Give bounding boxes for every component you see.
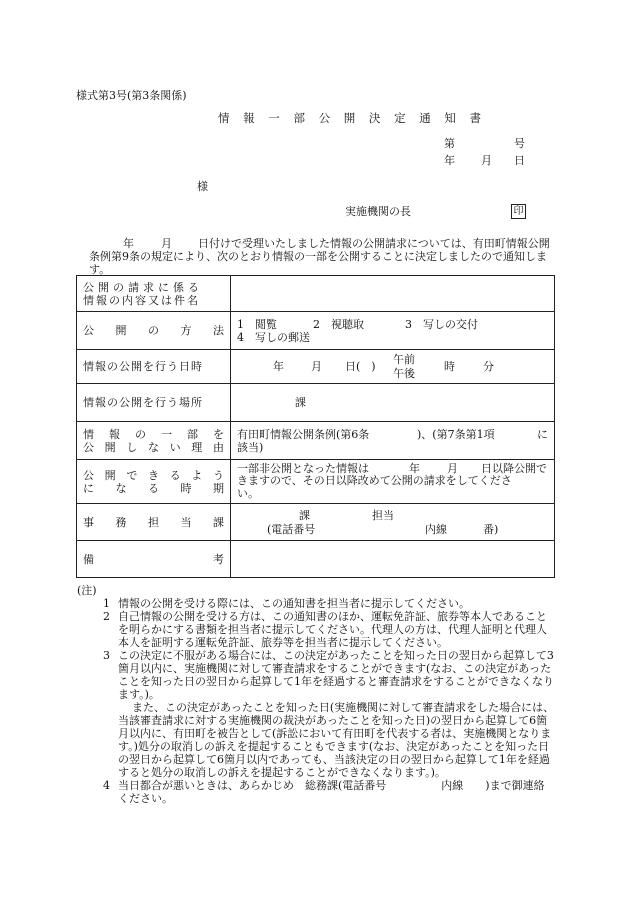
note-number: 1: [103, 597, 110, 610]
table-row: [77, 504, 555, 541]
date-day: 日: [514, 154, 525, 167]
office-ban: 番): [483, 523, 499, 536]
seal-label: 印: [511, 204, 526, 219]
reason-article-6: 有田町情報公開条例(第6条: [237, 427, 370, 441]
label-char: 理: [191, 440, 203, 454]
label-spread: [83, 469, 224, 482]
label-char: 担: [148, 515, 159, 529]
label-char: 開: [104, 440, 116, 454]
reason-applicable: 該当): [237, 440, 264, 454]
label-char: を: [213, 427, 224, 441]
dt-month: 月: [311, 359, 322, 373]
recipient-suffix: 様: [197, 180, 208, 193]
available-text-a: 一部非公開となった情報は: [237, 461, 369, 475]
row-label-available-time: [77, 460, 231, 504]
option-listen: 2 視聴取: [313, 317, 364, 331]
dt-hour: 時: [444, 359, 455, 373]
label-char: 時: [180, 481, 192, 495]
datetime-layout: [237, 353, 548, 381]
label-spread: [83, 482, 224, 495]
office-tantou: 担当: [372, 509, 394, 522]
table-row: [77, 460, 555, 504]
table-row: [77, 384, 555, 422]
label-char: 法: [213, 324, 224, 337]
document-title: 情 報 一 部 公 開 決 定 通 知 書: [218, 111, 487, 125]
note-item: [77, 610, 555, 649]
label-char: る: [148, 481, 159, 495]
label-spread: [83, 428, 224, 441]
row-label-method: [77, 312, 231, 350]
note-item: [77, 649, 555, 701]
label-char: 報: [109, 427, 120, 441]
label-char: 公: [83, 324, 94, 337]
date-month: 月: [481, 154, 492, 167]
note-item: [77, 597, 555, 610]
label-char: 公: [83, 440, 94, 454]
available-line-3: い。: [237, 486, 259, 500]
option-view: 1 閲覧: [237, 317, 277, 331]
reason-line: [237, 428, 548, 441]
label-char: 開: [115, 324, 127, 337]
label-char: な: [115, 481, 127, 495]
reason-ni: に: [537, 427, 548, 441]
dt-year: 年: [273, 359, 284, 373]
label-spread: [83, 324, 224, 337]
label-char: に: [83, 481, 94, 495]
label-line: [83, 294, 224, 307]
label-spread: [83, 553, 224, 566]
label-line: [83, 281, 224, 294]
note-continuation: また、この決定があったことを知った日(実施機関に対して審査請求をした場合には、当該審査請求に対する実施機関の裁決があったことを知った日)の翌日から起算して6箇月以内に、有田町を被告として(訴訟において有田町を代表する者は、実施機関となります。)処分の取消しの訴えを提起することもできます(なお、決定があったことを知った日の翌日から起算して6箇月以内であっても、当該決定の日の翌日から起算して1年を経過すると処分の取消しの訴えを提起することができなくなります。)。: [118, 701, 555, 779]
note-text: この決定に不服がある場合には、この決定があったことを知った日の翌日から起算して3箇月以内に、実施機関に対して審査請求をすることができます(なお、この決定があったことを知った日の翌日から起算して1年を経過すると審査請求をすることができなくなります。)。: [118, 649, 554, 701]
label-char: 由: [212, 440, 224, 454]
label-char: 備: [83, 552, 94, 566]
notes-section: [77, 584, 555, 805]
reason-article-7: )、(第7条第1項: [417, 427, 495, 441]
office-ka: 課: [299, 509, 310, 522]
available-time-value: [231, 460, 555, 504]
label-char: る: [169, 468, 181, 482]
label-char: 当: [180, 515, 192, 529]
label-char: 務: [115, 515, 127, 529]
label-char: 公: [83, 468, 94, 482]
label-char: 期: [213, 481, 224, 495]
option-copy-delivery: 3 写しの交付: [405, 317, 478, 331]
options-line: [237, 318, 548, 331]
label-char: 方: [180, 324, 192, 337]
available-line-2: きますので、その日以降改めて公開の請求をしてくださ: [237, 474, 512, 488]
office-layout: [237, 507, 548, 537]
label-char: よ: [191, 468, 203, 482]
doc-number-suffix: 号: [514, 137, 525, 150]
doc-number-prefix: 第: [444, 137, 455, 150]
label-char: う: [212, 468, 224, 482]
label-char: 一: [161, 427, 172, 441]
label-text: 情報の公開を行う場所: [83, 396, 203, 409]
office-phone: (電話番号: [267, 523, 316, 536]
notes-heading: (注): [77, 584, 97, 597]
method-options: [231, 312, 555, 350]
option-copy-mail: 4 写しの郵送: [237, 330, 310, 344]
available-text-b: 日以降公開で: [481, 461, 547, 475]
label-text: 情報の公開を行う日時: [83, 360, 203, 373]
note-text: 当日都合が悪いときは、あらかじめ 総務課(電話番号 内線 )まで御連絡ください。: [118, 779, 545, 805]
label-char: の: [148, 324, 159, 337]
intro-month: 月: [161, 237, 172, 250]
note-number: 3: [103, 649, 110, 662]
place-ka: 課: [295, 396, 306, 409]
note-text: 情報の公開を受ける際には、この通知書を担当者に提示してください。: [118, 597, 470, 610]
note-text: 自己情報の公開を受ける方は、この通知書のほか、運転免許証、旅券等本人であることを明らかにする書類を担当者に提示してください。代理人の方は、代理人証明と代理人本人を証明する運転免許証、旅券等を担当者に提示してください。: [118, 610, 547, 649]
label-char: 考: [213, 552, 224, 566]
office-value: [231, 504, 555, 541]
label-char: し: [126, 440, 138, 454]
label-char: で: [126, 468, 138, 482]
remarks-value: [231, 541, 555, 578]
row-label-request: [77, 276, 231, 312]
available-year: 年: [409, 461, 420, 475]
label-text: 公開の請求に係る: [83, 280, 203, 294]
table-row: [77, 541, 555, 578]
note-item: [77, 779, 555, 805]
table-row: [77, 276, 555, 312]
note-number: 4: [103, 779, 110, 792]
place-value: [231, 384, 555, 422]
label-char: き: [147, 468, 159, 482]
row-label-office: [77, 504, 231, 541]
row-label-remarks: [77, 541, 231, 578]
label-char: い: [169, 440, 181, 454]
label-spread: [83, 441, 224, 454]
dt-am: 午前: [393, 352, 415, 366]
request-content-value: [231, 276, 555, 312]
table-row: [77, 422, 555, 460]
intro-year: 年: [123, 237, 134, 250]
form-number: 様式第3号(第3条関係): [76, 89, 187, 102]
label-spread: [83, 516, 224, 529]
issuer-title: 実施機関の長: [345, 205, 411, 218]
label-char: な: [147, 440, 159, 454]
dt-day: 日( ): [345, 359, 376, 373]
table-row: [77, 350, 555, 384]
reason-value: [231, 422, 555, 460]
row-label-datetime: [77, 350, 231, 384]
row-label-reason: [77, 422, 231, 460]
label-char: の: [135, 427, 146, 441]
dt-minute: 分: [483, 359, 494, 373]
row-label-place: [77, 384, 231, 422]
label-char: 課: [213, 515, 224, 529]
label-char: 開: [104, 468, 116, 482]
date-year: 年: [444, 154, 455, 167]
label-char: 事: [83, 515, 94, 529]
table-row: [77, 312, 555, 350]
datetime-value: [231, 350, 555, 384]
label-char: 部: [187, 427, 198, 441]
intro-paragraph: 日付けで受理いたしました情報の公開請求については、有田町情報公開条例第9条の規定により、次のとおり情報の一部を公開することに決定しましたので通知します。: [89, 237, 550, 276]
label-char: 情: [83, 427, 94, 441]
note-number: 2: [103, 610, 110, 623]
dt-pm: 午後: [393, 366, 415, 380]
label-text: 情報の内容又は件名: [83, 293, 200, 307]
disclosure-table: [76, 275, 555, 578]
office-naisen: 内線: [425, 523, 447, 536]
available-month: 月: [447, 461, 458, 475]
seal-mark: [511, 204, 526, 219]
